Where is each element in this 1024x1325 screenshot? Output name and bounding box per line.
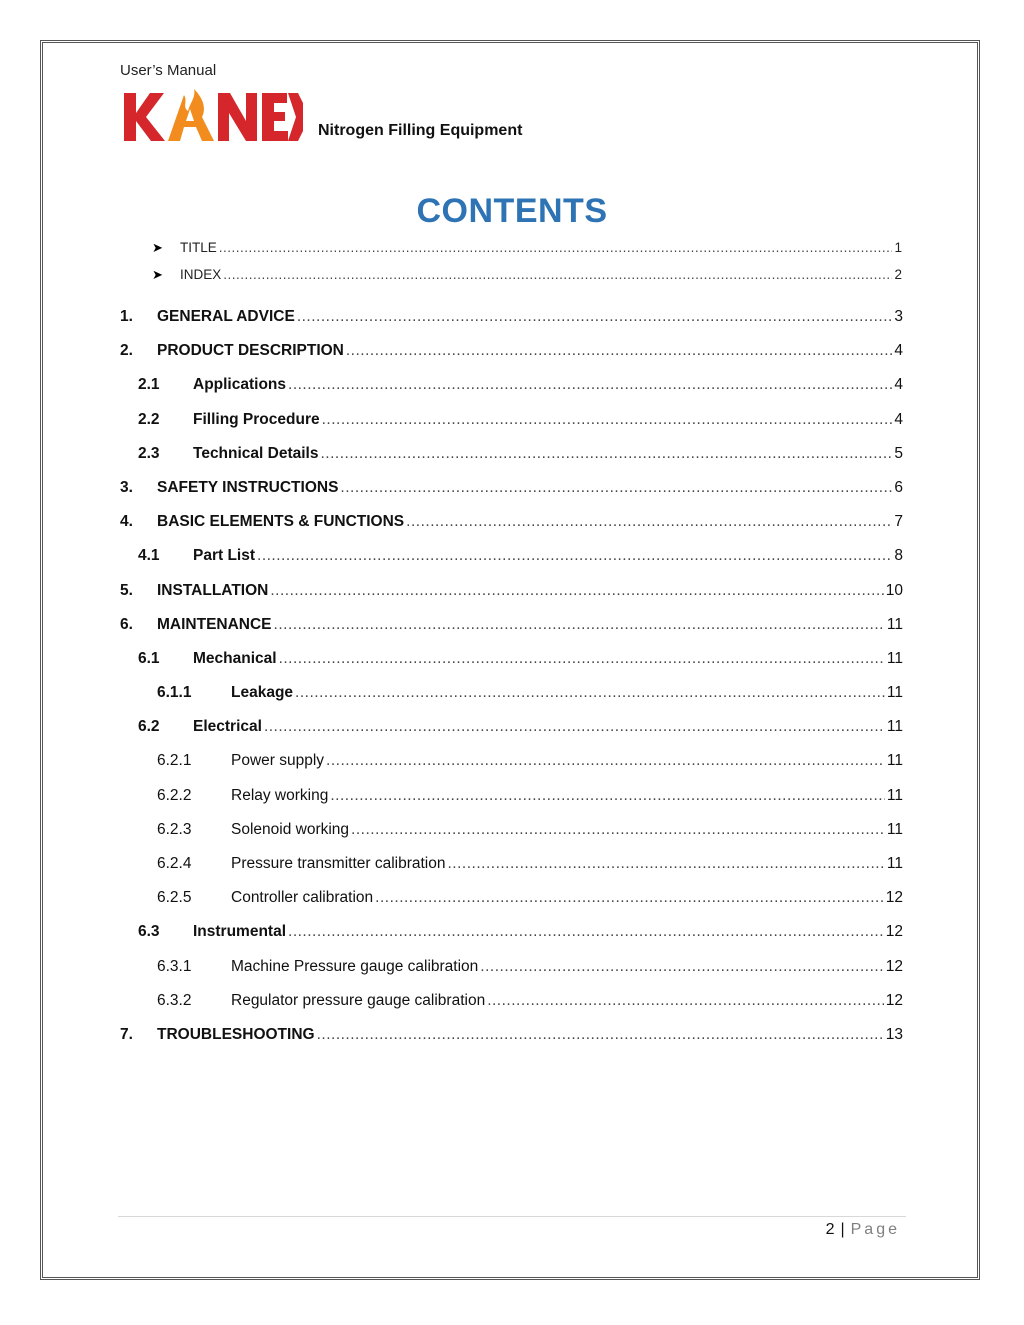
dot-leader [448,855,885,873]
toc-entry[interactable] [120,855,903,889]
toc-entry-number: 3. [120,478,133,496]
toc-entry-label: BASIC ELEMENTS & FUNCTIONS [157,513,405,531]
toc-entry-number: 6.3.2 [157,991,192,1009]
toc-entry-label: Mechanical [193,649,277,667]
toc-entry-label: GENERAL ADVICE [157,308,295,325]
kanex-logo-graphic [122,87,304,145]
toc-entry-label: SAFETY INSTRUCTIONS [157,478,339,496]
toc-entry-label: Machine Pressure gauge calibration [231,957,479,975]
toc-entry[interactable] [120,889,903,923]
dot-leader [326,752,885,770]
toc-entry-number: 6.2.2 [157,786,192,804]
toc-entry-label: Controller calibration [231,889,374,907]
dot-leader [320,445,892,463]
contents-heading: CONTENTS [416,192,608,230]
toc-entry-page: 11 [886,718,903,736]
toc-entry-page: 13 [885,1025,903,1043]
dot-leader [288,923,884,941]
toc-entry-number: 6.2.1 [157,752,192,770]
dot-leader [317,1026,884,1044]
toc-entry-number: 6.1 [138,649,160,667]
toc-entry-page: 7 [894,513,903,531]
toc-entry-page: 12 [885,957,903,975]
toc-entry-label: TROUBLESHOOTING [157,1025,315,1043]
bullet-list [152,240,902,294]
toc-entry[interactable] [120,479,903,513]
bullet-item-title[interactable] [152,240,902,267]
footer-separator: | [840,1221,845,1238]
toc-entry-label: Power supply [231,752,325,770]
toc-entry-label: Applications [193,376,287,394]
toc-entry-page: 11 [886,820,903,838]
toc-entry-label: Filling Procedure [193,410,320,428]
dot-leader [270,582,883,600]
toc-entry[interactable] [120,445,903,479]
toc-entry[interactable] [120,958,903,992]
dot-leader [274,616,885,634]
table-of-contents [120,308,903,1060]
toc-entry-label: MAINTENANCE [157,615,272,633]
toc-entry-page: 11 [886,855,903,872]
toc-entry-number: 6. [120,615,133,633]
toc-entry[interactable] [120,923,903,957]
toc-entry-number: 2.1 [138,376,160,394]
toc-entry[interactable] [120,1026,903,1060]
toc-entry-label: Electrical [193,718,262,736]
dot-leader [223,267,892,282]
toc-entry-number: 6.2.3 [157,820,192,838]
toc-entry-page: 11 [886,752,903,770]
toc-entry-label: Relay working [231,786,329,804]
toc-entry-number: 6.1.1 [157,684,192,702]
toc-entry-page: 12 [885,923,903,941]
toc-entry[interactable] [120,376,903,410]
dot-leader [297,308,893,326]
toc-entry[interactable] [120,547,903,581]
dot-leader [375,889,884,907]
toc-entry-label: Pressure transmitter calibration [231,855,446,872]
footer-divider [118,1216,906,1217]
toc-entry-page: 4 [894,410,903,428]
toc-entry[interactable] [120,582,903,616]
toc-entry-number: 2.2 [138,410,160,428]
dot-leader [340,479,892,497]
toc-entry-number: 4.1 [138,547,160,565]
toc-entry-number: 7. [120,1025,133,1043]
arrow-bullet-icon: ➤ [152,240,163,255]
toc-entry-page: 11 [886,615,903,633]
toc-entry-page: 6 [894,478,903,496]
toc-entry-number: 6.3 [138,923,160,941]
dot-leader [480,958,883,976]
manual-label: User’s Manual [120,62,217,79]
toc-entry-label: Technical Details [193,444,319,462]
toc-entry[interactable] [120,616,903,650]
footer-page-word: Page [850,1221,900,1238]
bullet-page-number: 2 [894,267,902,282]
dot-leader [288,376,892,394]
toc-entry-label: Leakage [231,684,294,702]
dot-leader [406,513,892,531]
toc-entry[interactable] [120,684,903,718]
toc-entry-label: PRODUCT DESCRIPTION [157,342,344,360]
dot-leader [295,684,885,702]
bullet-page-number: 1 [894,240,902,255]
toc-entry-page: 4 [894,376,903,394]
toc-entry[interactable] [120,718,903,752]
arrow-bullet-icon: ➤ [152,267,163,282]
dot-leader [330,787,885,805]
toc-entry[interactable] [120,411,903,445]
toc-entry-label: Part List [193,547,256,565]
bullet-label: INDEX [180,267,222,282]
dot-leader [487,992,884,1010]
toc-entry-number: 2.3 [138,444,160,462]
toc-entry[interactable] [120,342,903,376]
toc-entry-number: 6.2.4 [157,855,192,872]
footer-page-number: 2 [825,1221,835,1238]
toc-entry-page: 10 [885,581,903,599]
dot-leader [219,240,893,255]
document-subtitle: Nitrogen Filling Equipment [318,122,523,139]
dot-leader [346,342,893,360]
toc-entry[interactable] [120,308,903,342]
toc-entry-page: 5 [894,444,903,462]
dot-leader [264,718,885,736]
toc-entry-number: 6.3.1 [157,957,192,975]
toc-entry-label: Regulator pressure gauge calibration [231,991,486,1009]
kanex-logo [122,88,304,144]
toc-entry-page: 3 [894,308,903,325]
toc-entry[interactable] [120,650,903,684]
toc-entry-page: 4 [894,342,903,360]
toc-entry[interactable] [120,752,903,786]
toc-entry[interactable] [120,787,903,821]
toc-entry-page: 12 [885,991,903,1009]
bullet-label: TITLE [180,240,217,255]
toc-entry-number: 2. [120,342,133,360]
toc-entry-page: 8 [894,547,903,565]
dot-leader [279,650,885,668]
toc-entry-label: Instrumental [193,923,287,941]
dot-leader [257,547,892,565]
toc-entry-number: 6.2.5 [157,889,192,907]
toc-entry-page: 11 [886,684,903,702]
dot-leader [351,821,885,839]
dot-leader [322,411,893,429]
toc-entry-page: 12 [885,889,903,907]
toc-entry-label: Solenoid working [231,820,350,838]
toc-entry-label: INSTALLATION [157,581,269,599]
toc-entry-page: 11 [886,649,903,667]
bullet-item-index[interactable] [152,267,902,294]
toc-entry[interactable] [120,513,903,547]
toc-entry-number: 5. [120,581,133,599]
page-footer [826,1221,900,1239]
toc-entry[interactable] [120,821,903,855]
toc-entry-number: 4. [120,513,133,531]
toc-entry[interactable] [120,992,903,1026]
toc-entry-page: 11 [886,786,903,804]
toc-entry-number: 6.2 [138,718,160,736]
toc-entry-number: 1. [120,308,133,325]
